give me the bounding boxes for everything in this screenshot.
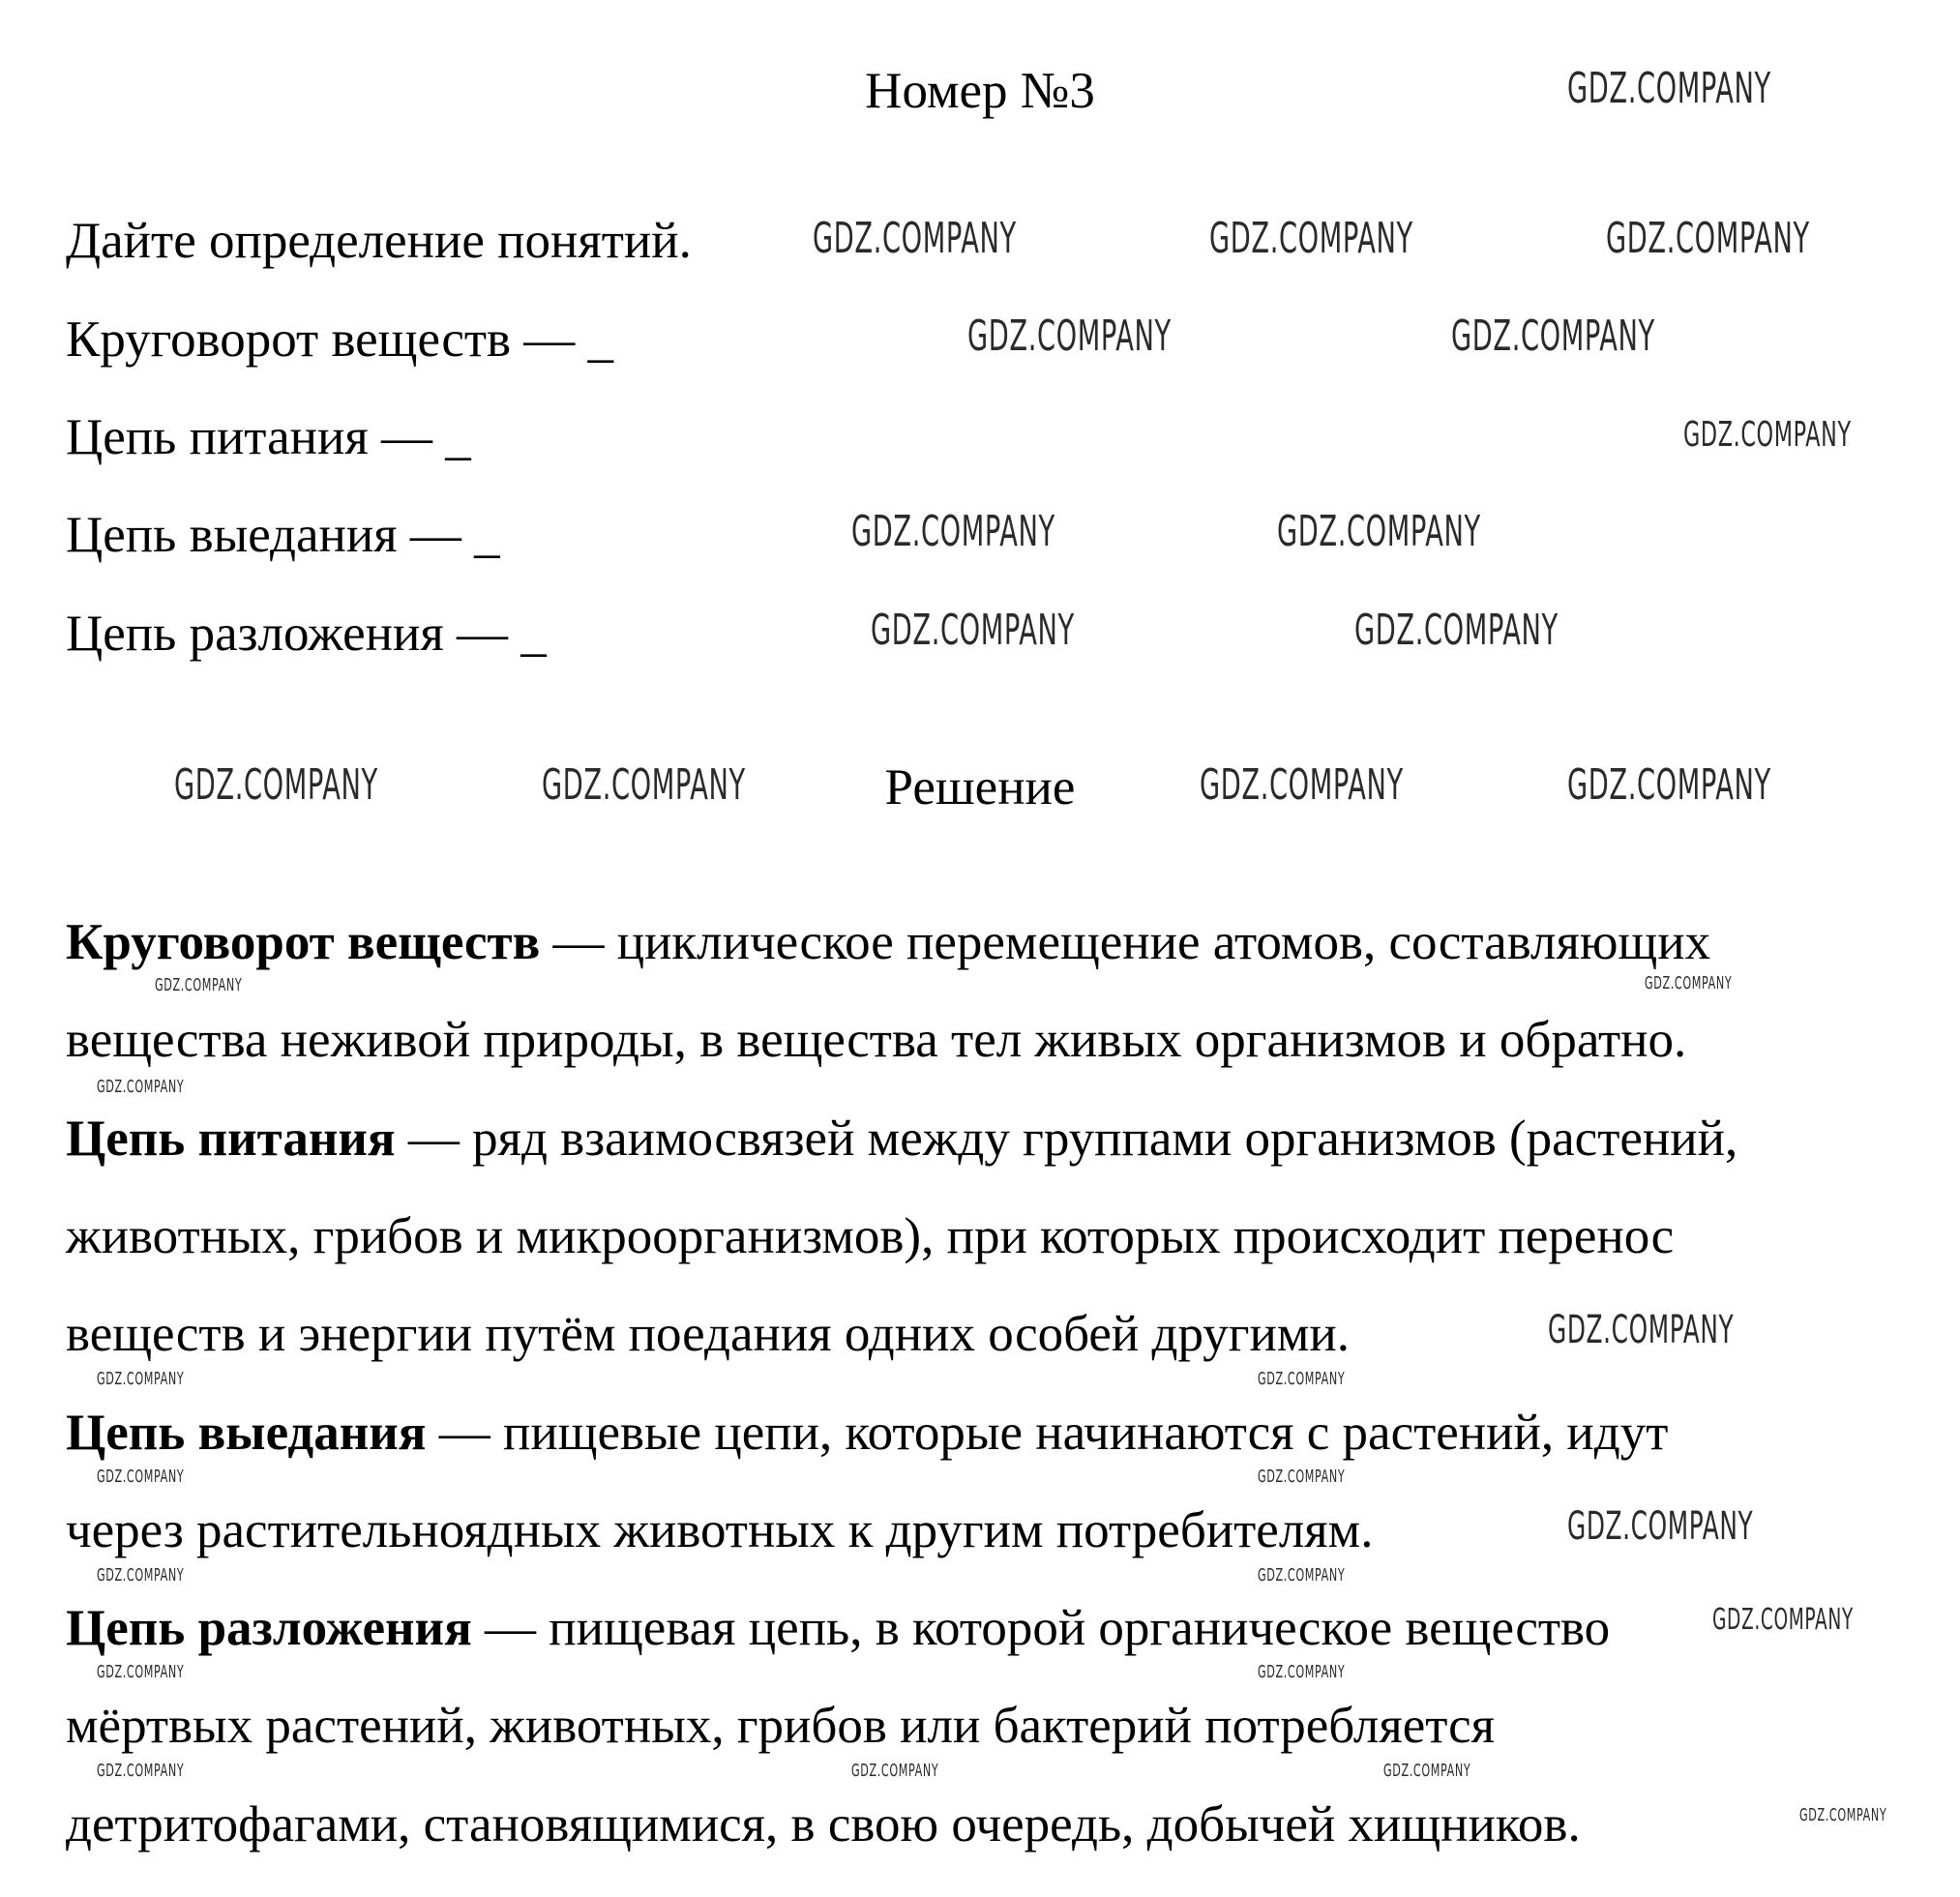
watermark: GDZ.COMPANY: [967, 311, 1172, 361]
watermark: GDZ.COMPANY: [1606, 214, 1810, 263]
watermark: GDZ.COMPANY: [851, 1761, 939, 1781]
watermark: GDZ.COMPANY: [1209, 214, 1413, 263]
watermark: GDZ.COMPANY: [97, 1077, 185, 1097]
watermark: GDZ.COMPANY: [1451, 311, 1655, 361]
answer-line: Цепь разложения — пищевая цепь, в которой органическое вещество: [66, 1600, 1611, 1656]
answer-term: Цепь выедания: [66, 1405, 427, 1461]
watermark: GDZ.COMPANY: [1567, 1504, 1754, 1549]
watermark: GDZ.COMPANY: [1258, 1467, 1346, 1487]
watermark: GDZ.COMPANY: [97, 1761, 185, 1781]
answer-line: вещества неживой природы, в вещества тел живых организмов и обратно.: [66, 1012, 1687, 1068]
page-title: Номер №3: [865, 63, 1095, 119]
answer-term: Цепь питания: [66, 1111, 396, 1167]
answer-line: через растительноядных животных к другим потребителям.: [66, 1502, 1374, 1558]
answer-line: Круговорот веществ — циклическое перемещение атомов, составляющих: [66, 914, 1711, 970]
answer-line: Цепь выедания — пищевые цепи, которые начинаются с растений, идут: [66, 1405, 1669, 1461]
watermark: GDZ.COMPANY: [1258, 1565, 1346, 1586]
watermark: GDZ.COMPANY: [97, 1467, 185, 1487]
watermark: GDZ.COMPANY: [1258, 1662, 1346, 1682]
watermark: GDZ.COMPANY: [174, 760, 378, 810]
answer-line: животных, грибов и микроорганизмов), при которых происходит перенос: [66, 1208, 1675, 1264]
answer-term: Круговорот веществ: [66, 914, 541, 970]
watermark: GDZ.COMPANY: [1567, 760, 1771, 810]
watermark: GDZ.COMPANY: [851, 507, 1055, 556]
solution-heading: Решение: [884, 759, 1076, 815]
watermark: GDZ.COMPANY: [1258, 1369, 1346, 1389]
watermark: GDZ.COMPANY: [1712, 1603, 1854, 1637]
task-prompt: Дайте определение понятий.: [66, 213, 692, 269]
watermark: GDZ.COMPANY: [1200, 760, 1404, 810]
watermark: GDZ.COMPANY: [542, 760, 746, 810]
watermark: GDZ.COMPANY: [1645, 973, 1733, 993]
watermark: GDZ.COMPANY: [813, 214, 1017, 263]
answer-line: Цепь питания — ряд взаимосвязей между группами организмов (растений,: [66, 1111, 1738, 1167]
watermark: GDZ.COMPANY: [155, 975, 243, 995]
answer-line: детритофагами, становящимися, в свою очередь, добычей хищников.: [66, 1796, 1581, 1853]
answer-line: мёртвых растений, животных, грибов или бактерий потребляется: [66, 1698, 1495, 1754]
watermark: GDZ.COMPANY: [97, 1565, 185, 1586]
watermark: GDZ.COMPANY: [1567, 64, 1771, 113]
task-item: Цепь разложения — _: [66, 606, 547, 662]
watermark: GDZ.COMPANY: [1277, 507, 1481, 556]
task-item: Круговорот веществ — _: [66, 311, 614, 368]
answer-term: Цепь разложения: [66, 1600, 472, 1656]
watermark: GDZ.COMPANY: [1354, 606, 1559, 655]
answer-line: веществ и энергии путём поедания одних особей другими.: [66, 1306, 1351, 1362]
watermark: GDZ.COMPANY: [97, 1369, 185, 1389]
watermark: GDZ.COMPANY: [1799, 1805, 1887, 1825]
task-item: Цепь питания — _: [66, 409, 471, 465]
watermark: GDZ.COMPANY: [1548, 1308, 1735, 1352]
task-item: Цепь выедания — _: [66, 507, 500, 563]
watermark: GDZ.COMPANY: [871, 606, 1075, 655]
watermark: GDZ.COMPANY: [1683, 415, 1852, 455]
watermark: GDZ.COMPANY: [1383, 1761, 1471, 1781]
watermark: GDZ.COMPANY: [97, 1662, 185, 1682]
